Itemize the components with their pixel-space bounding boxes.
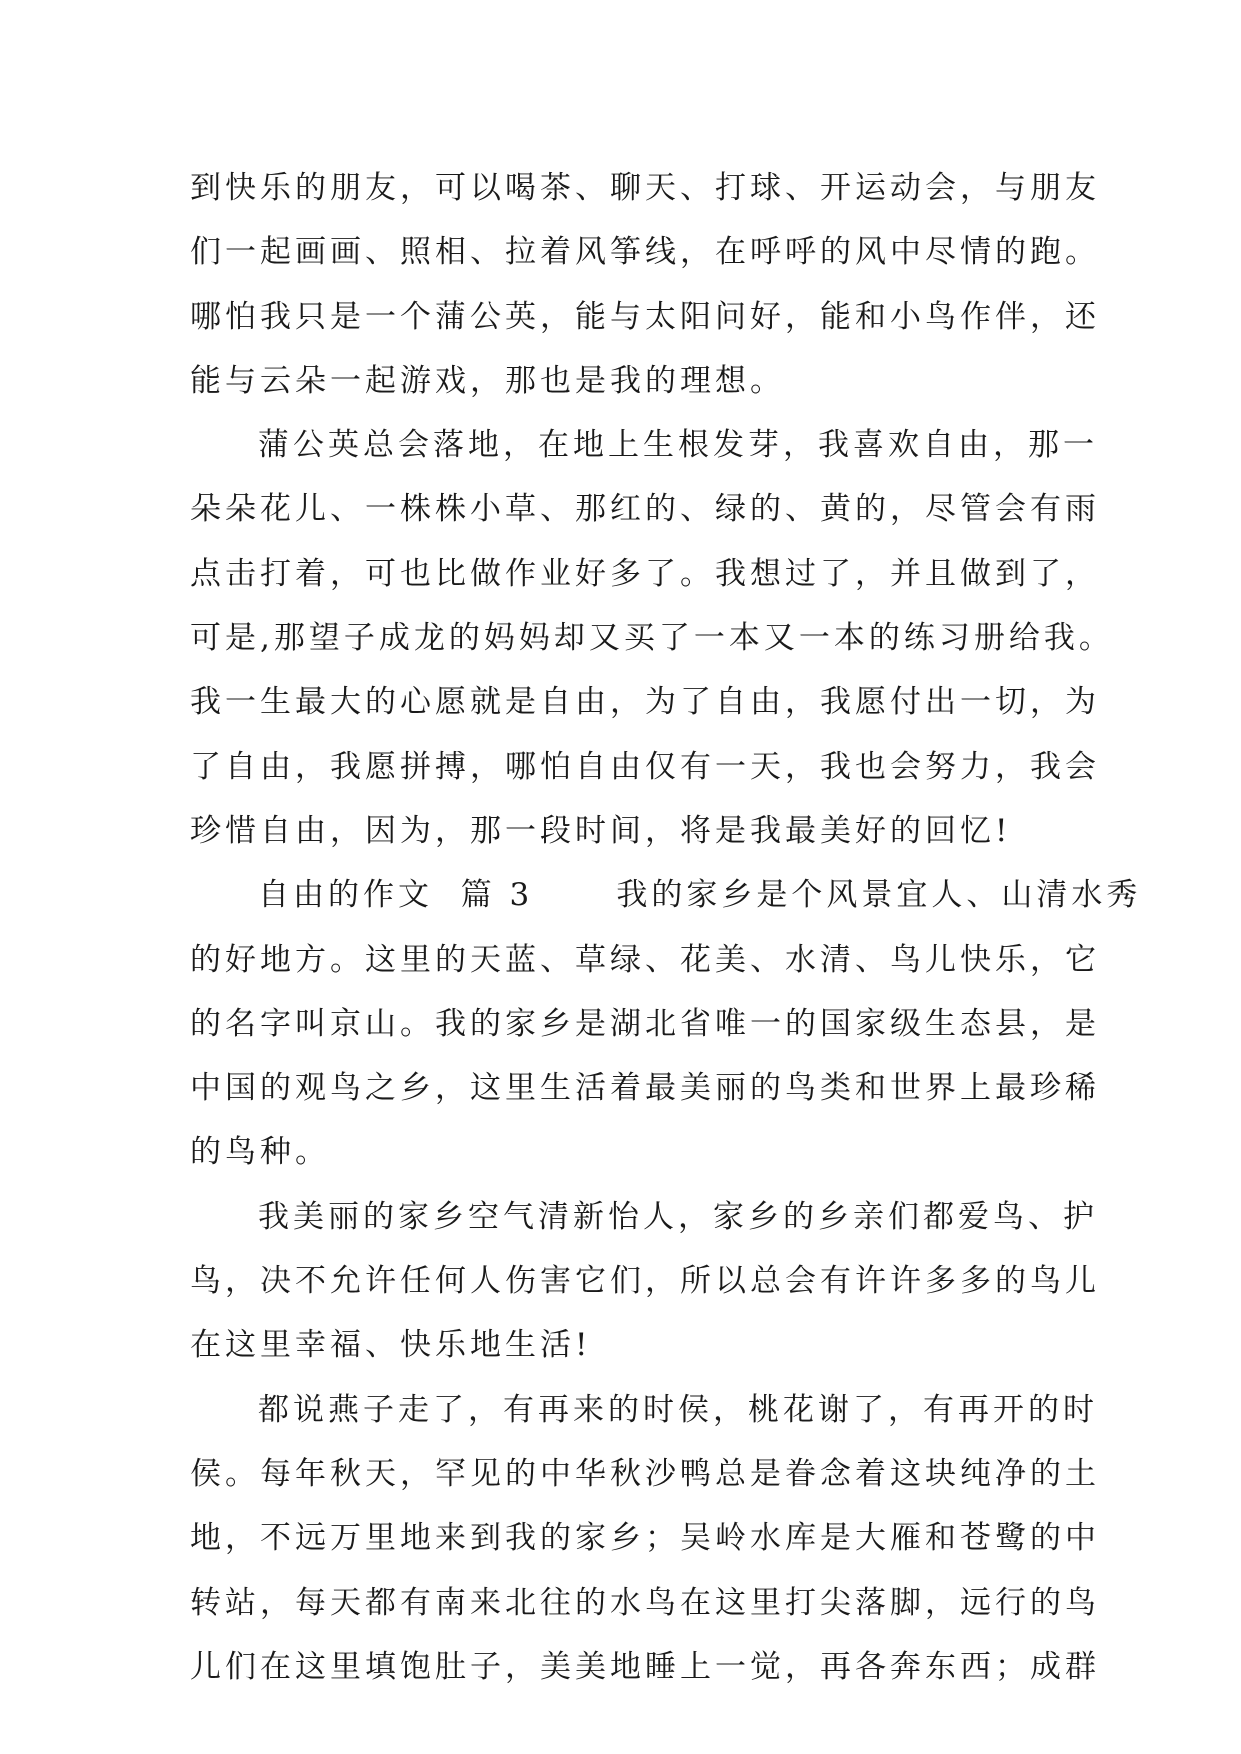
text-line: 的好地方。这里的天蓝、草绿、花美、水清、鸟儿快乐，它 [190, 941, 1100, 978]
text-line: 中国的观鸟之乡，这里生活着最美丽的鸟类和世界上最珍稀 [190, 1070, 1100, 1107]
text-line: 的鸟种。 [190, 1134, 330, 1171]
text-line: 儿们在这里填饱肚子，美美地睡上一觉，再各奔东西；成群 [190, 1648, 1100, 1685]
text-line: 转站，每天都有南来北往的水鸟在这里打尖落脚，远行的鸟 [190, 1584, 1100, 1621]
section-heading-line: 自由的作文 篇 3 我的家乡是个风景宜人、山清水秀 [258, 877, 1142, 914]
text-line: 鸟，决不允许任何人伤害它们，所以总会有许许多多的鸟儿 [190, 1263, 1100, 1300]
text-line: 在这里幸福、快乐地生活! [190, 1327, 592, 1364]
text-line: 都说燕子走了，有再来的时侯，桃花谢了，有再开的时 [258, 1391, 1098, 1428]
essay-text [190, 156, 1190, 1699]
text-line: 可是,那望子成龙的妈妈却又买了一本又一本的练习册给我。 [190, 620, 1114, 657]
text-line: 到快乐的朋友，可以喝茶、聊天、打球、开运动会，与朋友 [190, 170, 1100, 206]
text-line: 我一生最大的心愿就是自由，为了自由，我愿付出一切，为 [190, 684, 1100, 721]
text-line: 侯。每年秋天，罕见的中华秋沙鸭总是眷念着这块纯净的土 [190, 1455, 1100, 1492]
text-line: 蒲公英总会落地，在地上生根发芽，我喜欢自由，那一 [258, 427, 1098, 464]
text-line: 朵朵花儿、一株株小草、那红的、绿的、黄的，尽管会有雨 [190, 491, 1100, 528]
text-line: 地，不远万里地来到我的家乡；吴岭水库是大雁和苍鹭的中 [190, 1520, 1100, 1557]
text-line: 们一起画画、照相、拉着风筝线，在呼呼的风中尽情的跑。 [190, 234, 1100, 271]
text-line: 哪怕我只是一个蒲公英，能与太阳问好，能和小鸟作伴，还 [190, 298, 1100, 335]
text-line: 点击打着，可也比做作业好多了。我想过了，并且做到了， [190, 555, 1100, 592]
text-line: 珍惜自由，因为，那一段时间，将是我最美好的回忆! [190, 812, 1012, 849]
text-line: 我美丽的家乡空气清新怡人，家乡的乡亲们都爱鸟、护 [258, 1198, 1098, 1235]
text-line: 了自由，我愿拼搏，哪怕自由仅有一天，我也会努力，我会 [190, 748, 1100, 785]
text-line: 的名字叫京山。我的家乡是湖北省唯一的国家级生态县，是 [190, 1005, 1100, 1042]
text-line: 能与云朵一起游戏，那也是我的理想。 [190, 362, 785, 399]
